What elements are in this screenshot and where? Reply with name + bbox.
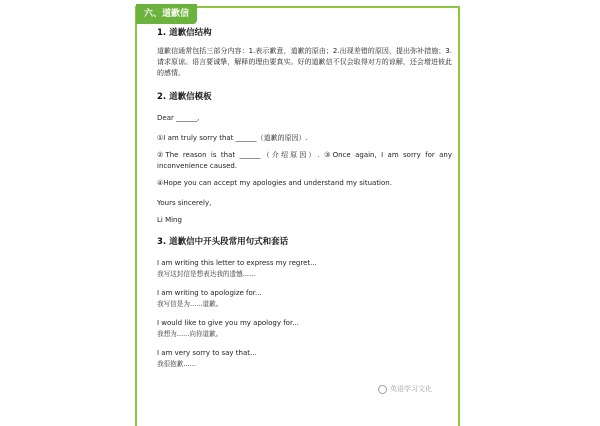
section1-body: 道歉信通常包括三部分内容：1.表示歉意，道歉的原由；2.出现差错的原因，提出弥补措施；3.请求原谅。语言要诚挚，解释的理由要真实。好的道歉信不仅会取得对方的谅解，还会增进彼此的感情。 (157, 47, 452, 77)
watermark (378, 384, 432, 394)
template-signature: Li Ming (157, 216, 182, 224)
section2-heading: 2. 道歉信模板 (157, 92, 212, 102)
phrase-item (157, 258, 452, 279)
template-line-1: ①I am truly sorry that ______（道歉的原因）. (157, 134, 308, 142)
phrase-en: I am writing this letter to express my regret... (157, 259, 317, 267)
watermark-text: 英语学习文化 (390, 385, 432, 393)
template-closing: Yours sincerely, (157, 199, 212, 207)
phrase-item (157, 288, 452, 309)
phrase-en: I am very sorry to say that... (157, 349, 257, 357)
template-line-2: ②The reason is that ______（介绍原因）. ③Once again, I am sorry for any inconvenience caused. (157, 151, 452, 170)
phrase-zh: 我很抱歉...... (157, 360, 196, 368)
document-body (157, 26, 452, 369)
section3-heading: 3. 道歉信中开头段常用句式和套话 (157, 237, 289, 247)
phrase-zh: 我想为......向你道歉。 (157, 330, 223, 338)
template-greeting: Dear ______, (157, 114, 200, 122)
phrase-item (157, 318, 452, 339)
phrase-zh: 我写信是为......道歉。 (157, 300, 223, 308)
section1-heading: 1. 道歉信结构 (157, 28, 212, 38)
phrase-en: I would like to give you my apology for... (157, 319, 299, 327)
phrase-en: I am writing to apologize for... (157, 289, 262, 297)
phrase-item (157, 348, 452, 369)
phrase-zh: 我写这封信是想表达我的遗憾...... (157, 270, 256, 278)
template-line-3: ④Hope you can accept my apologies and understand my situation. (157, 179, 392, 187)
wechat-logo-icon (378, 385, 387, 394)
section-tag: 六、道歉信 (136, 4, 197, 24)
